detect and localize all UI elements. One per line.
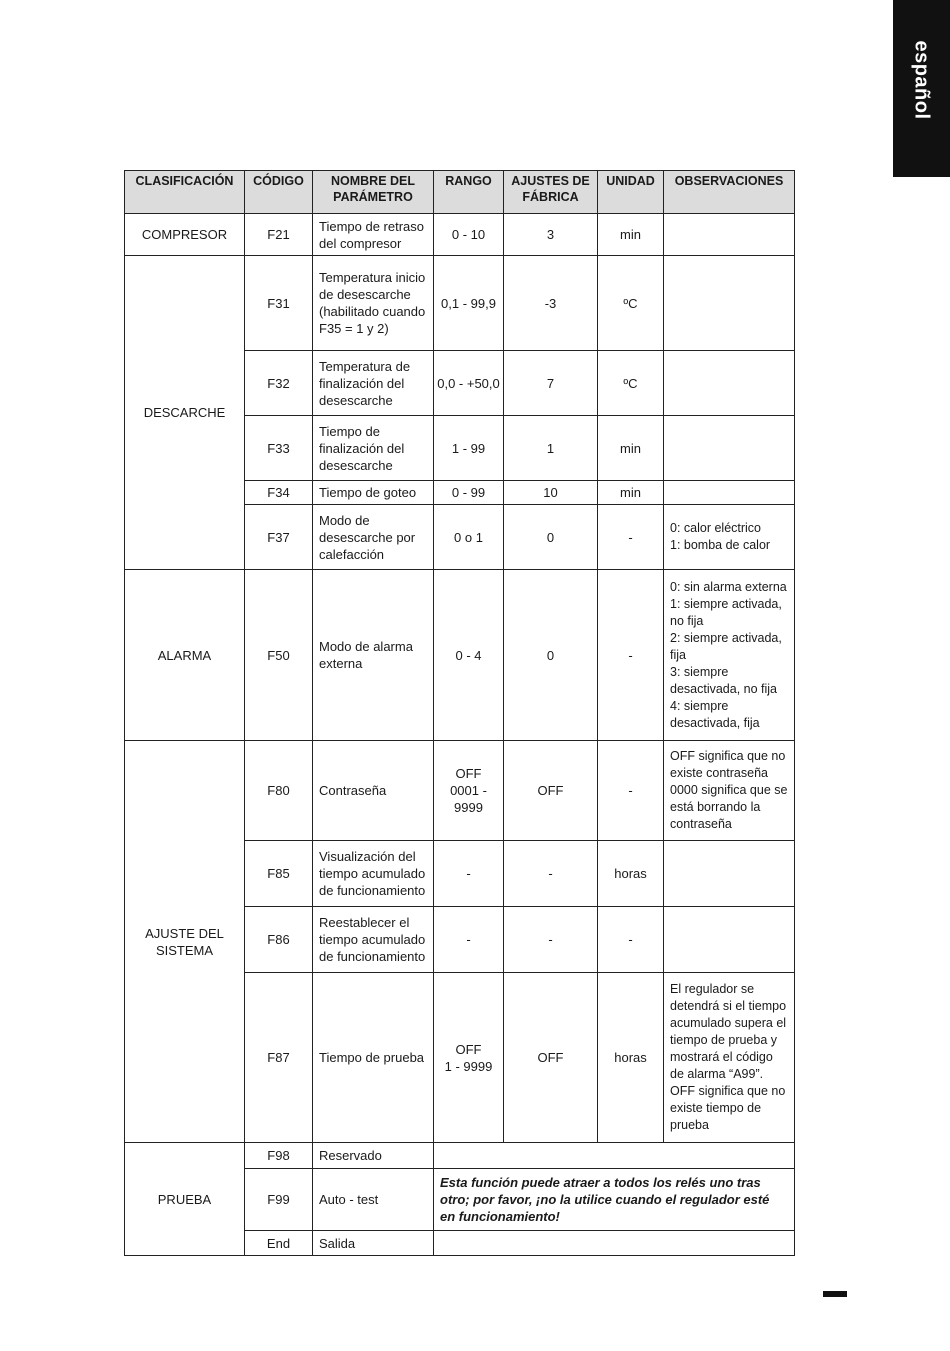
factory-cell: 1 bbox=[504, 416, 598, 481]
factory-cell: 10 bbox=[504, 481, 598, 505]
param-name-cell: Contraseña bbox=[313, 741, 434, 841]
code-cell: End bbox=[245, 1231, 313, 1256]
parameters-table bbox=[124, 170, 795, 1256]
unit-cell: min bbox=[598, 481, 664, 505]
code-cell: F99 bbox=[245, 1169, 313, 1231]
notes-cell bbox=[664, 841, 795, 907]
param-name-cell: Tiempo de prueba bbox=[313, 973, 434, 1143]
unit-cell: - bbox=[598, 741, 664, 841]
param-name-cell: Temperatura inicio de desescarche (habilitado cuando F35 = 1 y 2) bbox=[313, 256, 434, 351]
language-tab-label: español bbox=[910, 40, 933, 120]
range-cell: 0 - 10 bbox=[434, 214, 504, 256]
unit-cell: min bbox=[598, 214, 664, 256]
group-prueba: PRUEBA bbox=[125, 1143, 245, 1256]
range-cell: 0,1 - 99,9 bbox=[434, 256, 504, 351]
code-cell: F37 bbox=[245, 505, 313, 570]
param-name-cell: Tiempo de goteo bbox=[313, 481, 434, 505]
header-nombre: NOMBRE DEL PARÁMETRO bbox=[313, 171, 434, 214]
header-ajustes: AJUSTES DE FÁBRICA bbox=[504, 171, 598, 214]
header-unidad: UNIDAD bbox=[598, 171, 664, 214]
range-cell: - bbox=[434, 907, 504, 973]
factory-cell: 3 bbox=[504, 214, 598, 256]
code-cell: F98 bbox=[245, 1143, 313, 1169]
language-tab bbox=[893, 0, 950, 177]
table-row bbox=[125, 256, 795, 351]
factory-cell: OFF bbox=[504, 973, 598, 1143]
code-cell: F87 bbox=[245, 973, 313, 1143]
factory-cell: 0 bbox=[504, 570, 598, 741]
param-name-cell: Visualización del tiempo acumulado de funcionamiento bbox=[313, 841, 434, 907]
table-header-row bbox=[125, 171, 795, 214]
range-cell: 0 - 99 bbox=[434, 481, 504, 505]
factory-cell: 0 bbox=[504, 505, 598, 570]
code-cell: F33 bbox=[245, 416, 313, 481]
notes-cell: 0: calor eléctrico 1: bomba de calor bbox=[664, 505, 795, 570]
unit-cell: horas bbox=[598, 973, 664, 1143]
header-observaciones: OBSERVACIONES bbox=[664, 171, 795, 214]
range-cell: - bbox=[434, 841, 504, 907]
unit-cell: ºC bbox=[598, 256, 664, 351]
range-cell: OFF 0001 - 9999 bbox=[434, 741, 504, 841]
unit-cell: - bbox=[598, 570, 664, 741]
param-name-cell: Tiempo de retraso del compresor bbox=[313, 214, 434, 256]
code-cell: F31 bbox=[245, 256, 313, 351]
notes-cell bbox=[664, 256, 795, 351]
group-compresor: COMPRESOR bbox=[125, 214, 245, 256]
range-cell: 0 o 1 bbox=[434, 505, 504, 570]
header-clasificacion: CLASIFICACIÓN bbox=[125, 171, 245, 214]
group-ajuste-sistema: AJUSTE DEL SISTEMA bbox=[125, 741, 245, 1143]
range-cell: 0 - 4 bbox=[434, 570, 504, 741]
factory-cell: 7 bbox=[504, 351, 598, 416]
param-name-cell: Modo de alarma externa bbox=[313, 570, 434, 741]
empty-cell bbox=[434, 1143, 795, 1169]
notes-cell: 0: sin alarma externa 1: siempre activada, no fija 2: siempre activada, fija 3: siempre desactivada, no fija 4: siempre desactivada, fija bbox=[664, 570, 795, 741]
range-cell: OFF 1 - 9999 bbox=[434, 973, 504, 1143]
page-marker bbox=[823, 1291, 847, 1297]
factory-cell: - bbox=[504, 841, 598, 907]
param-name-cell: Reestablecer el tiempo acumulado de funcionamiento bbox=[313, 907, 434, 973]
notes-cell bbox=[664, 481, 795, 505]
param-name-cell: Tiempo de finalización del desescarche bbox=[313, 416, 434, 481]
group-alarma: ALARMA bbox=[125, 570, 245, 741]
range-cell: 1 - 99 bbox=[434, 416, 504, 481]
header-codigo: CÓDIGO bbox=[245, 171, 313, 214]
param-name-cell: Salida bbox=[313, 1231, 434, 1256]
unit-cell: - bbox=[598, 505, 664, 570]
code-cell: F50 bbox=[245, 570, 313, 741]
table-row bbox=[125, 741, 795, 841]
header-rango: RANGO bbox=[434, 171, 504, 214]
code-cell: F80 bbox=[245, 741, 313, 841]
notes-cell: OFF significa que no existe contraseña 0000 significa que se está borrando la contraseña bbox=[664, 741, 795, 841]
notes-cell: El regulador se detendrá si el tiempo acumulado supera el tiempo de prueba y mostrará el código de alarma “A99”. OFF significa que no existe tiempo de prueba bbox=[664, 973, 795, 1143]
notes-cell bbox=[664, 416, 795, 481]
code-cell: F86 bbox=[245, 907, 313, 973]
unit-cell: ºC bbox=[598, 351, 664, 416]
param-name-cell: Reservado bbox=[313, 1143, 434, 1169]
notes-cell bbox=[664, 214, 795, 256]
unit-cell: min bbox=[598, 416, 664, 481]
unit-cell: - bbox=[598, 907, 664, 973]
param-name-cell: Auto - test bbox=[313, 1169, 434, 1231]
code-cell: F32 bbox=[245, 351, 313, 416]
empty-cell bbox=[434, 1231, 795, 1256]
range-cell: 0,0 - +50,0 bbox=[434, 351, 504, 416]
notes-cell bbox=[664, 907, 795, 973]
table-row bbox=[125, 570, 795, 741]
table-row bbox=[125, 1143, 795, 1169]
factory-cell: -3 bbox=[504, 256, 598, 351]
code-cell: F85 bbox=[245, 841, 313, 907]
group-descarche: DESCARCHE bbox=[125, 256, 245, 570]
param-name-cell: Modo de desescarche por calefacción bbox=[313, 505, 434, 570]
factory-cell: OFF bbox=[504, 741, 598, 841]
param-name-cell: Temperatura de finalización del desescarche bbox=[313, 351, 434, 416]
code-cell: F21 bbox=[245, 214, 313, 256]
unit-cell: horas bbox=[598, 841, 664, 907]
notes-cell bbox=[664, 351, 795, 416]
table-row bbox=[125, 214, 795, 256]
code-cell: F34 bbox=[245, 481, 313, 505]
autotest-warning: Esta función puede atraer a todos los relés uno tras otro; por favor, ¡no la utilice cuando el regulador esté en funcionamiento! bbox=[434, 1169, 795, 1231]
factory-cell: - bbox=[504, 907, 598, 973]
